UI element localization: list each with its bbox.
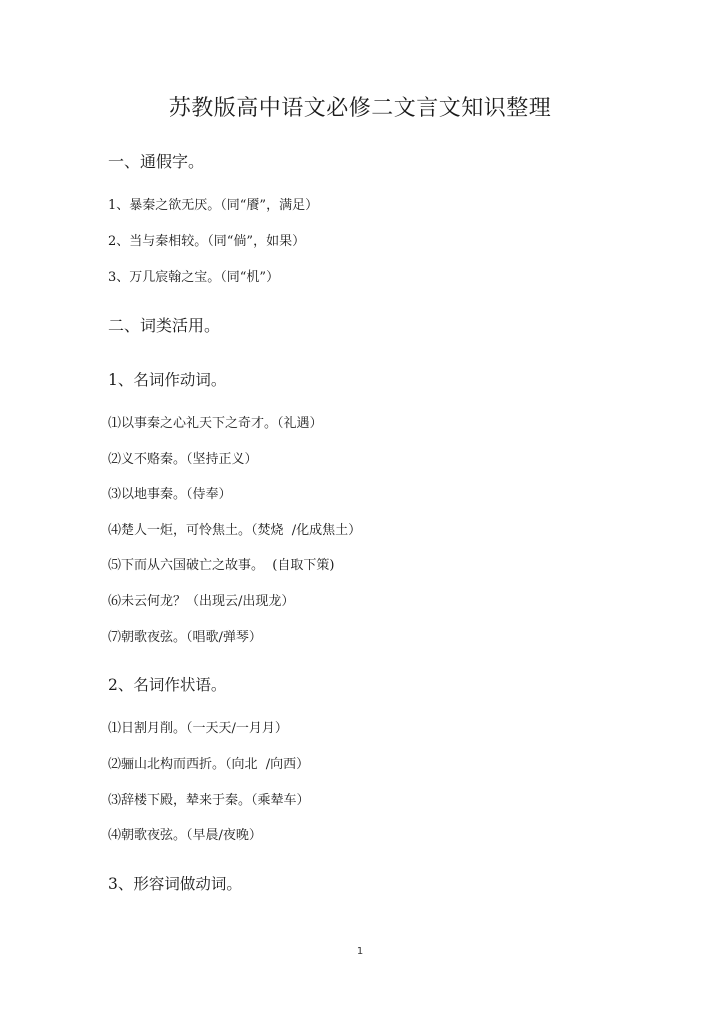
- list-item: ⑹未云何龙？（出现云/出现龙）: [108, 594, 295, 609]
- list-item: ⑵义不赂秦。（坚持正义）: [108, 452, 258, 467]
- subsection-heading-mingci-dongci: 1、名词作动词。: [108, 371, 227, 389]
- list-item: ⑸下而从六国破亡之故事。 (自取下策): [108, 558, 335, 573]
- list-item: ⑴日割月削。（一天天/一月月）: [108, 721, 288, 736]
- document-title: 苏教版高中语文必修二文言文知识整理: [168, 96, 552, 121]
- subsection-heading-xingrongci-dongci: 3、形容词做动词。: [108, 875, 242, 893]
- section-heading-cileihuoyong: 二、词类活用。: [108, 316, 221, 335]
- list-item: ⑵骊山北构而西折。（向北 /向西）: [108, 757, 310, 772]
- section-heading-tongjiazi: 一、通假字。: [108, 152, 205, 171]
- list-item: ⑷楚人一炬，可怜焦土。（焚烧 /化成焦土）: [108, 523, 362, 538]
- list-item: ⑺朝歌夜弦。（唱歌/弹琴）: [108, 630, 262, 645]
- list-item: ⑷朝歌夜弦。（早晨/夜晚）: [108, 828, 262, 843]
- list-item: ⑶辞楼下殿，辇来于秦。（乘辇车）: [108, 793, 310, 808]
- page-number: 1: [356, 946, 364, 957]
- list-item: 1、暴秦之欲无厌。（同“餍”，满足）: [108, 198, 319, 213]
- list-item: 3、万几宸翰之宝。（同“机”）: [108, 270, 280, 285]
- list-item: ⑶以地事秦。（侍奉）: [108, 487, 232, 502]
- list-item: ⑴以事秦之心礼天下之奇才。（礼遇）: [108, 416, 323, 431]
- list-item: 2、当与秦相较。（同“倘”，如果）: [108, 234, 306, 249]
- subsection-heading-mingci-zhuangyu: 2、名词作状语。: [108, 676, 227, 694]
